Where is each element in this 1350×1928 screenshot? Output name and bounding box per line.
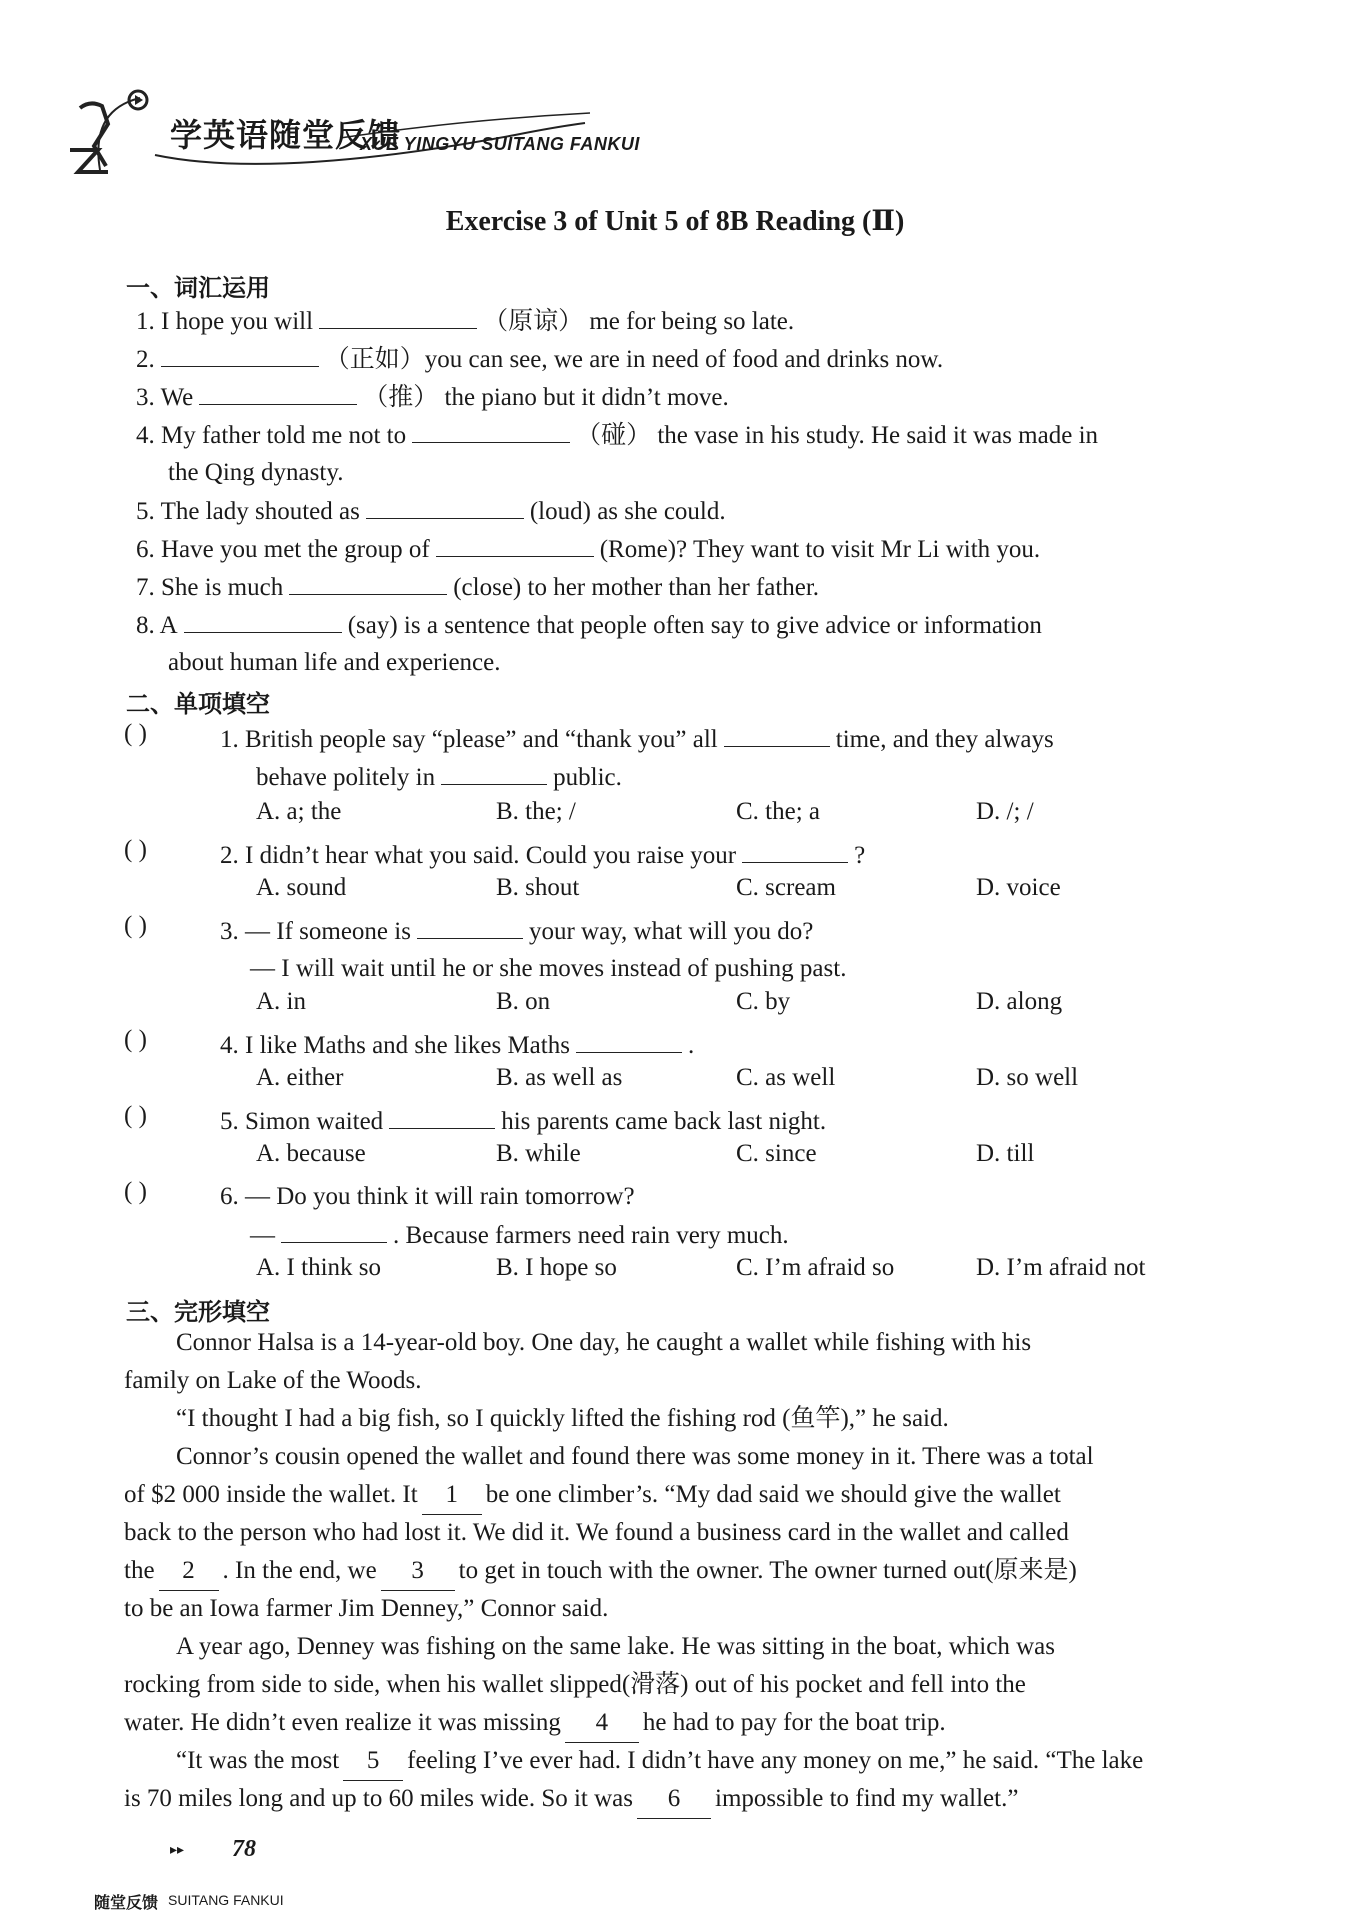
s1-item-5: 5. The lady shouted as (loud) as she could. (136, 492, 726, 531)
page-number: 78 (232, 1836, 256, 1862)
option-b[interactable]: B. I hope so (496, 1254, 617, 1281)
option-c[interactable]: C. by (736, 988, 791, 1015)
answer-blank[interactable] (161, 340, 319, 367)
option-a[interactable]: A. sound (256, 874, 347, 901)
option-c[interactable]: C. scream (736, 874, 836, 901)
s1-item-8-cont: about human life and experience. (168, 649, 501, 676)
section3-heading: 三、完形填空 (126, 1298, 270, 1326)
footer-tag: 随堂反馈 (94, 1893, 159, 1912)
option-c[interactable]: C. the; a (736, 798, 821, 825)
cloze-line: Connor Halsa is a 14-year-old boy. One day, he caught a wallet while fishing with his (176, 1329, 1032, 1356)
cloze-line: “I thought I had a big fish, so I quickly lifted the fishing rod (鱼竿),” he said. (176, 1405, 949, 1432)
s2-q6: 6. — Do you think it will rain tomorrow? (220, 1183, 635, 1210)
option-d[interactable]: D. I’m afraid not (976, 1254, 1146, 1281)
option-c[interactable]: C. I’m afraid so (736, 1254, 895, 1281)
answer-blank[interactable] (441, 758, 547, 785)
section2-heading: 二、单项填空 (126, 690, 270, 718)
answer-blank[interactable] (281, 1216, 387, 1243)
s2-q4: 4. I like Maths and she likes Maths . (220, 1026, 694, 1065)
option-a[interactable]: A. because (256, 1140, 366, 1167)
page-title: Exercise 3 of Unit 5 of 8B Reading (Ⅱ) (445, 206, 905, 237)
s1-item-3: 3. We （推） the piano but it didn’t move. (136, 378, 729, 417)
answer-paren[interactable]: ( ) (124, 1026, 147, 1053)
section1-heading: 一、词汇运用 (126, 274, 270, 302)
option-a[interactable]: A. in (256, 988, 306, 1015)
answer-blank[interactable] (319, 302, 477, 329)
cloze-blank[interactable]: 1 (422, 1476, 482, 1515)
cloze-line: “It was the most 5 feeling I’ve ever had. I didn’t have any money on me,” he said. “The lake (176, 1742, 1143, 1781)
option-c[interactable]: C. since (736, 1140, 817, 1167)
option-a[interactable]: A. a; the (256, 798, 342, 825)
answer-blank[interactable] (576, 1026, 682, 1053)
s1-item-1: 1. I hope you will （原谅） me for being so late. (136, 302, 794, 341)
answer-blank[interactable] (724, 720, 830, 747)
option-d[interactable]: D. so well (976, 1064, 1079, 1091)
option-d[interactable]: D. along (976, 988, 1063, 1015)
cloze-line: back to the person who had lost it. We did it. We found a business card in the wallet and called (124, 1519, 1069, 1546)
s1-item-7: 7. She is much (close) to her mother than her father. (136, 568, 819, 607)
option-b[interactable]: B. on (496, 988, 551, 1015)
cloze-blank[interactable]: 3 (381, 1552, 455, 1591)
answer-blank[interactable] (289, 568, 447, 595)
option-b[interactable]: B. as well as (496, 1064, 623, 1091)
s2-q3-reply: — I will wait until he or she moves instead of pushing past. (250, 955, 847, 982)
answer-blank[interactable] (199, 378, 357, 405)
footer-en: SUITANG FANKUI (168, 1892, 284, 1908)
answer-blank[interactable] (184, 606, 342, 633)
option-b[interactable]: B. while (496, 1140, 581, 1167)
s2-q1-cont: behave politely in public. (256, 758, 622, 797)
answer-paren[interactable]: ( ) (124, 1178, 147, 1205)
answer-paren[interactable]: ( ) (124, 912, 147, 939)
s2-q3: 3. — If someone is your way, what will you do? (220, 912, 813, 951)
answer-blank[interactable] (389, 1102, 495, 1129)
cloze-blank[interactable]: 5 (343, 1742, 403, 1781)
option-d[interactable]: D. voice (976, 874, 1061, 901)
arrow-icon: ▸▸ (170, 1843, 185, 1858)
s2-q5: 5. Simon waited his parents came back last night. (220, 1102, 826, 1141)
cloze-line: Connor’s cousin opened the wallet and found there was some money in it. There was a total (176, 1443, 1094, 1470)
header-title-en: XUE YINGYU SUITANG FANKUI (360, 134, 640, 154)
cloze-line: A year ago, Denney was fishing on the same lake. He was sitting in the boat, which was (176, 1633, 1055, 1660)
option-c[interactable]: C. as well (736, 1064, 836, 1091)
s2-q2: 2. I didn’t hear what you said. Could you raise your ? (220, 836, 865, 875)
cloze-line: to be an Iowa farmer Jim Denney,” Connor said. (124, 1595, 609, 1622)
answer-blank[interactable] (417, 912, 523, 939)
s1-item-4: 4. My father told me not to （碰） the vase in his study. He said it was made in (136, 416, 1098, 455)
option-a[interactable]: A. I think so (256, 1254, 381, 1281)
s2-q1: 1. British people say “please” and “thank you” all time, and they always (220, 720, 1054, 759)
cloze-blank[interactable]: 6 (637, 1780, 711, 1819)
option-d[interactable]: D. till (976, 1140, 1035, 1167)
option-b[interactable]: B. the; / (496, 798, 576, 825)
answer-blank[interactable] (742, 836, 848, 863)
s2-q6-reply: — . Because farmers need rain very much. (250, 1216, 789, 1255)
header-banner (60, 80, 660, 180)
cloze-line: the 2 . In the end, we 3 to get in touch with the owner. The owner turned out(原来是) (124, 1552, 1077, 1591)
s1-item-2: 2. （正如）you can see, we are in need of food and drinks now. (136, 340, 943, 379)
cloze-blank[interactable]: 4 (565, 1704, 639, 1743)
answer-blank[interactable] (436, 530, 594, 557)
answer-paren[interactable]: ( ) (124, 720, 147, 747)
cloze-line: of $2 000 inside the wallet. It 1 be one climber’s. “My dad said we should give the wallet (124, 1476, 1061, 1515)
answer-blank[interactable] (366, 492, 524, 519)
cloze-blank[interactable]: 2 (159, 1552, 219, 1591)
s1-item-6: 6. Have you met the group of (Rome)? They want to visit Mr Li with you. (136, 530, 1040, 569)
cloze-line: rocking from side to side, when his wallet slipped(滑落) out of his pocket and fell into the (124, 1671, 1026, 1698)
cloze-line: water. He didn’t even realize it was missing 4 he had to pay for the boat trip. (124, 1704, 946, 1743)
header-title-cn: 学英语随堂反馈 (170, 116, 402, 154)
cloze-line: is 70 miles long and up to 60 miles wide. So it was 6 impossible to find my wallet.” (124, 1780, 1018, 1819)
cloze-line: family on Lake of the Woods. (124, 1367, 422, 1394)
answer-paren[interactable]: ( ) (124, 836, 147, 863)
option-b[interactable]: B. shout (496, 874, 580, 901)
s1-item-4-cont: the Qing dynasty. (168, 459, 344, 486)
option-a[interactable]: A. either (256, 1064, 344, 1091)
s1-item-8: 8. A (say) is a sentence that people often say to give advice or information (136, 606, 1042, 645)
answer-paren[interactable]: ( ) (124, 1102, 147, 1129)
answer-blank[interactable] (412, 416, 570, 443)
option-d[interactable]: D. /; / (976, 798, 1034, 825)
